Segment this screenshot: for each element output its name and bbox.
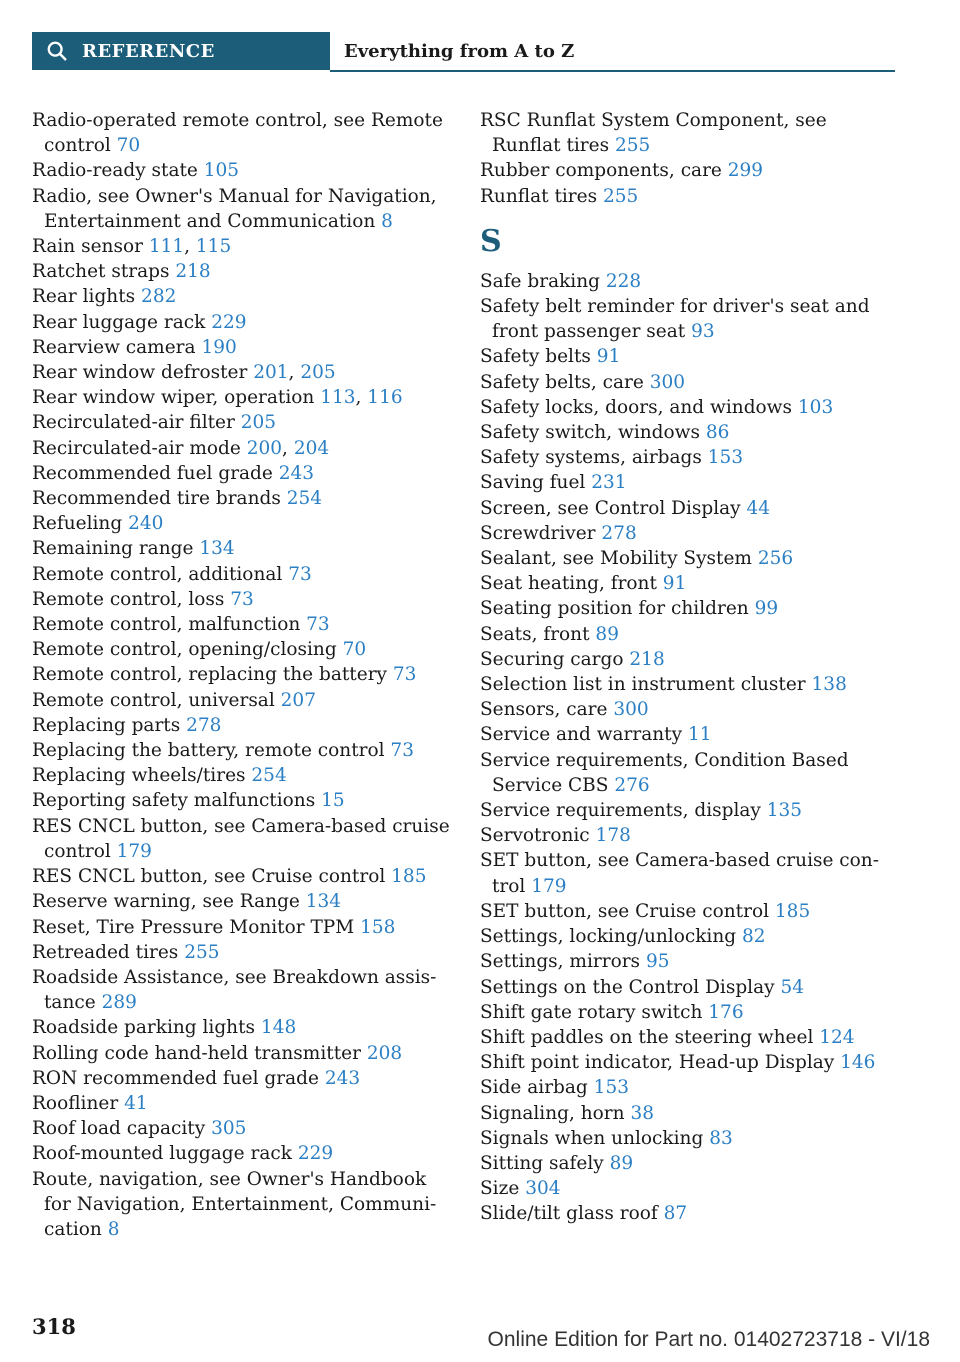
page-link[interactable]: 289 [101,992,137,1014]
entry-text: Rear lights [32,286,136,308]
page-link[interactable]: 304 [525,1178,561,1200]
page-link[interactable]: 146 [840,1052,876,1074]
page-link[interactable]: 41 [124,1092,148,1114]
entry-text: Seats, front [480,623,590,645]
index-entry [480,445,898,470]
page-link[interactable]: 95 [645,951,670,973]
page-link[interactable]: 153 [707,447,744,469]
page-link[interactable]: 134 [305,891,342,913]
page-link[interactable]: 73 [390,740,414,762]
page-link[interactable]: 44 [746,497,771,519]
entry-text: Radio, see Owner's Manual for Navigation, Entertainment and Communication [32,185,437,232]
entry-text: Remote control, opening/closing [32,639,337,661]
index-column-right [480,108,898,1227]
page-link[interactable]: 86 [705,422,730,444]
index-entry [480,269,898,294]
index-entry [480,521,898,546]
page-link[interactable]: 218 [175,261,211,283]
page-link[interactable]: 82 [741,926,766,948]
page-link[interactable]: 229 [297,1143,334,1165]
entry-text: Reset, Tire Pressure Monitor TPM [32,916,355,938]
index-entry [32,184,450,234]
entry-text: RON recommended fuel grade [32,1067,319,1089]
index-entry [480,1000,898,1025]
entry-text: Remote control, additional [32,563,283,585]
page-link[interactable]: 190 [201,336,237,358]
index-entry [32,335,450,360]
entry-text: Replacing parts [32,714,181,736]
entry-text: Settings, locking/unlocking [480,926,737,948]
entry-text: Safety belts, care [480,371,644,393]
entry-text: Roadside parking lights [32,1017,256,1039]
entry-text: Screwdriver [480,522,596,544]
page-link[interactable]: 113 [320,387,356,409]
entry-text: Signals when unlocking [480,1127,704,1149]
index-entry [480,344,898,369]
entry-text: Retreaded tires [32,941,179,963]
page-link[interactable]: 89 [595,623,619,645]
page-link[interactable]: 256 [757,548,794,570]
entry-text: SET button, see Cruise control [480,900,770,922]
index-entry [480,1151,898,1176]
entry-text: Rear luggage rack [32,311,206,333]
entry-text: Safe braking [480,270,600,292]
entry-text: Settings, mirrors [480,951,641,973]
index-entry [480,496,898,521]
header-rule [330,70,895,72]
entry-text: Roofliner [32,1092,119,1114]
page-link[interactable]: 207 [280,689,316,711]
entry-text: Refueling [32,513,123,535]
page-link[interactable]: 70 [342,639,367,661]
index-entry [480,1050,898,1075]
page-link[interactable]: 153 [593,1077,629,1099]
index-entry [32,310,450,335]
entry-text: Rear window wiper, operation [32,387,315,409]
index-entry [32,562,450,587]
index-entry [32,259,450,284]
page-link[interactable]: 103 [797,396,834,418]
index-entry [480,596,898,621]
index-entry [480,294,898,344]
index-group-r [480,108,898,209]
page-link[interactable]: 300 [649,371,686,393]
index-entry [480,370,898,395]
page-link[interactable]: 231 [591,472,627,494]
index-entry [32,1116,450,1141]
index-entry [32,688,450,713]
index-entry [480,158,898,183]
index-entry [480,1025,898,1050]
entry-text: Safety switch, windows [480,422,700,444]
index-entry [480,420,898,445]
index-entry: Recirculated-air mode 200, 204 [32,437,330,459]
index-entry [480,949,898,974]
index-entry [480,1075,898,1100]
search-icon [46,40,68,62]
page-link[interactable]: 300 [613,699,649,721]
page-link[interactable]: 278 [186,714,222,736]
page-link[interactable]: 200 [246,437,283,459]
entry-text: RSC Runflat System Component, see Runflat tires [480,110,827,157]
page-link[interactable]: 282 [141,286,177,308]
index-entry [480,798,898,823]
index-entry [32,1167,450,1243]
entry-text: Rubber components, care [480,160,722,182]
page-link[interactable]: 73 [230,588,254,610]
entry-text: RES CNCL button, see Cruise control [32,866,386,888]
page-number: 318 [32,1314,76,1339]
entry-text: Seat heating, front [480,573,657,595]
page-link[interactable]: 135 [766,800,803,822]
page-link[interactable]: 254 [286,488,323,510]
page-link[interactable]: 228 [605,270,642,292]
index-group-s [480,269,898,1227]
index-entry [32,511,450,536]
page-link[interactable]: 8 [107,1218,120,1240]
index-entry [480,395,898,420]
index-entry [32,940,450,965]
page-link[interactable]: 205 [240,412,277,434]
entry-text: Sitting safely [480,1152,604,1174]
page-link[interactable]: 8 [381,210,393,232]
index-entry [480,924,898,949]
index-entry [32,965,450,1015]
index-entry [32,410,450,435]
index-entry [32,461,450,486]
index-entry [32,915,450,940]
entry-text: Sealant, see Mobility System [480,548,752,570]
footer-text: Online Edition for Part no. 01402723718 - VI/18 [487,1328,930,1351]
entry-text: Remote control, replacing the battery [32,664,387,686]
page-link[interactable]: 176 [708,1001,744,1023]
entry-text: Route, navigation, see Owner's Handbook for Navigation, Entertainment, Communi-cation [32,1168,437,1240]
index-entry [32,1015,450,1040]
entry-text: Shift point indicator, Head-up Display [480,1052,835,1074]
entry-text: Rear window defroster [32,362,248,384]
entry-text: Seating position for children [480,598,749,620]
entry-text: Recirculated-air mode [32,437,241,459]
page-link[interactable]: 204 [293,437,330,459]
index-entry [32,486,450,511]
page-link[interactable]: 243 [278,462,315,484]
page-link[interactable]: 299 [727,160,764,182]
index-entry [480,108,898,158]
index-entry [480,975,898,1000]
page-link[interactable]: 91 [596,346,621,368]
page-link[interactable]: 179 [531,875,567,897]
index-entry [480,722,898,747]
entry-text: Replacing wheels/tires [32,765,246,787]
entry-text: Remote control, loss [32,588,225,610]
index-entry [32,587,450,612]
page-link[interactable]: 218 [629,648,665,670]
index-entry [32,158,450,183]
page-link[interactable]: 138 [811,674,847,696]
entry-text: Settings on the Control Display [480,976,775,998]
page-link[interactable]: 229 [211,311,247,333]
page-link[interactable]: 179 [116,840,152,862]
entry-text: Recommended fuel grade [32,462,273,484]
page-link[interactable]: 116 [367,387,403,409]
entry-text: Roof-mounted luggage rack [32,1143,292,1165]
page-link[interactable]: 205 [300,362,336,384]
page-link[interactable]: 93 [691,321,715,343]
entry-text: Shift paddles on the steering wheel [480,1026,814,1048]
page-link[interactable]: 134 [199,538,235,560]
index-entry [32,814,450,864]
index-entry [32,1091,450,1116]
entry-text: Roadside Assistance, see Breakdown assis-tance [32,966,437,1014]
index-entry [480,697,898,722]
page-link[interactable]: 255 [184,941,220,963]
entry-text: Replacing the battery, remote control [32,740,385,762]
index-entry [480,1201,898,1226]
entry-text: Safety locks, doors, and windows [480,396,793,418]
entry-text: RES CNCL button, see Camera-based cruise control [32,815,450,862]
entry-text: Saving fuel [480,472,586,494]
page-link[interactable]: 254 [251,765,287,787]
entry-text: Servotronic [480,825,590,847]
index-entry [480,823,898,848]
page-link[interactable]: 255 [614,135,651,157]
index-entry [480,672,898,697]
page-link[interactable]: 73 [306,614,330,636]
index-entry [480,184,898,209]
section-tab [32,32,330,70]
page-header [32,32,895,72]
page-link[interactable]: 87 [663,1203,688,1225]
index-entry [32,713,450,738]
page-link[interactable]: 91 [662,573,687,595]
page-link[interactable]: 73 [392,664,417,686]
index-entry [480,748,898,798]
page-link[interactable]: 240 [128,513,164,535]
index-entry [32,1041,450,1066]
page-link[interactable]: 208 [366,1042,403,1064]
index-entry [32,889,450,914]
page-link[interactable]: 124 [819,1026,855,1048]
page-link[interactable]: 178 [595,825,631,847]
index-entry [32,864,450,889]
entry-text: Remote control, universal [32,689,275,711]
page-link[interactable]: 54 [780,976,804,998]
entry-text: Radio-ready state [32,160,198,182]
page-link[interactable]: 11 [687,724,712,746]
index-entry [480,546,898,571]
entry-text: Ratchet straps [32,261,170,283]
index-entry: Rain sensor 111, 115 [32,236,232,258]
index-entry [32,788,450,813]
index-column-left [32,108,450,1242]
entry-text: Recirculated-air filter [32,412,235,434]
index-entry [480,848,898,898]
entry-text: Safety belts [480,346,591,368]
entry-text: Screen, see Control Display [480,497,741,519]
page-link[interactable]: 148 [260,1017,297,1039]
page-link[interactable]: 243 [324,1067,361,1089]
entry-text: Service and warranty [480,724,683,746]
index-entry [32,1141,450,1166]
entry-text: SET button, see Camera-based cruise con-trol [480,850,879,897]
page-link[interactable]: 158 [360,916,396,938]
index-entry [480,1126,898,1151]
entry-text: Rolling code hand-held transmitter [32,1042,361,1064]
page-link[interactable]: 111 [148,236,185,258]
entry-text: Side airbag [480,1077,588,1099]
index-entry [480,899,898,924]
page-link[interactable]: 15 [321,790,345,812]
entry-text: Recommended tire brands [32,488,281,510]
page-title: Everything from A to Z [344,40,575,62]
entry-text: Rearview camera [32,336,196,358]
index-entry [32,284,450,309]
index-entry [480,622,898,647]
entry-text: Roof load capacity [32,1118,206,1140]
entry-text: Remaining range [32,538,194,560]
page-link[interactable]: 185 [774,900,811,922]
entry-text: Signaling, horn [480,1102,625,1124]
page-link[interactable]: 185 [391,866,427,888]
page-link[interactable]: 278 [601,522,637,544]
index-entry [32,738,450,763]
entry-text: Sensors, care [480,699,608,721]
index-entry [32,1066,450,1091]
entry-text: Selection list in instrument cluster [480,674,806,696]
index-entry [32,662,450,687]
index-entry [32,612,450,637]
index-entry [480,647,898,672]
index-entry [32,108,450,158]
entry-text: Shift gate rotary switch [480,1001,703,1023]
entry-text: Slide/tilt glass roof [480,1203,658,1225]
entry-text: Reporting safety malfunctions [32,790,316,812]
page-link[interactable]: 115 [195,236,232,258]
page-link[interactable]: 89 [609,1152,634,1174]
index-entry [480,1176,898,1201]
page-link[interactable]: 105 [203,160,240,182]
page-link[interactable]: 38 [630,1102,654,1124]
index-entry: Rear window wiper, operation 113, 116 [32,387,403,409]
entry-text: Radio-operated remote control, see Remote control [32,110,443,157]
entry-text: Reserve warning, see Range [32,891,300,913]
entry-text: Remote control, malfunction [32,614,301,636]
page-link[interactable]: 99 [754,598,779,620]
entry-text: Service requirements, display [480,800,761,822]
index-entry [32,763,450,788]
index-entry [480,1101,898,1126]
section-label: REFERENCE [82,40,215,62]
index-entry [480,470,898,495]
page-link[interactable]: 305 [211,1118,247,1140]
page-link[interactable]: 73 [288,563,312,585]
page-link[interactable]: 255 [602,185,639,207]
page-link[interactable]: 70 [116,135,141,157]
entry-text: Safety systems, airbags [480,447,702,469]
page-link[interactable]: 83 [709,1127,733,1149]
entry-text: Service requirements, Condition Based Service CBS [480,749,849,796]
page-link[interactable]: 201 [253,362,289,384]
entry-text: Runflat tires [480,185,598,207]
index-entry: Rear window defroster 201, 205 [32,362,336,384]
section-letter: S [480,223,502,259]
page-link[interactable]: 276 [614,774,650,796]
entry-text: Size [480,1178,520,1200]
entry-text: Safety belt reminder for driver's seat and front passenger seat [480,296,870,343]
entry-text: Rain sensor [32,236,143,258]
index-entry [32,536,450,561]
entry-text: Securing cargo [480,648,624,670]
index-entry [480,571,898,596]
index-entry [32,637,450,662]
